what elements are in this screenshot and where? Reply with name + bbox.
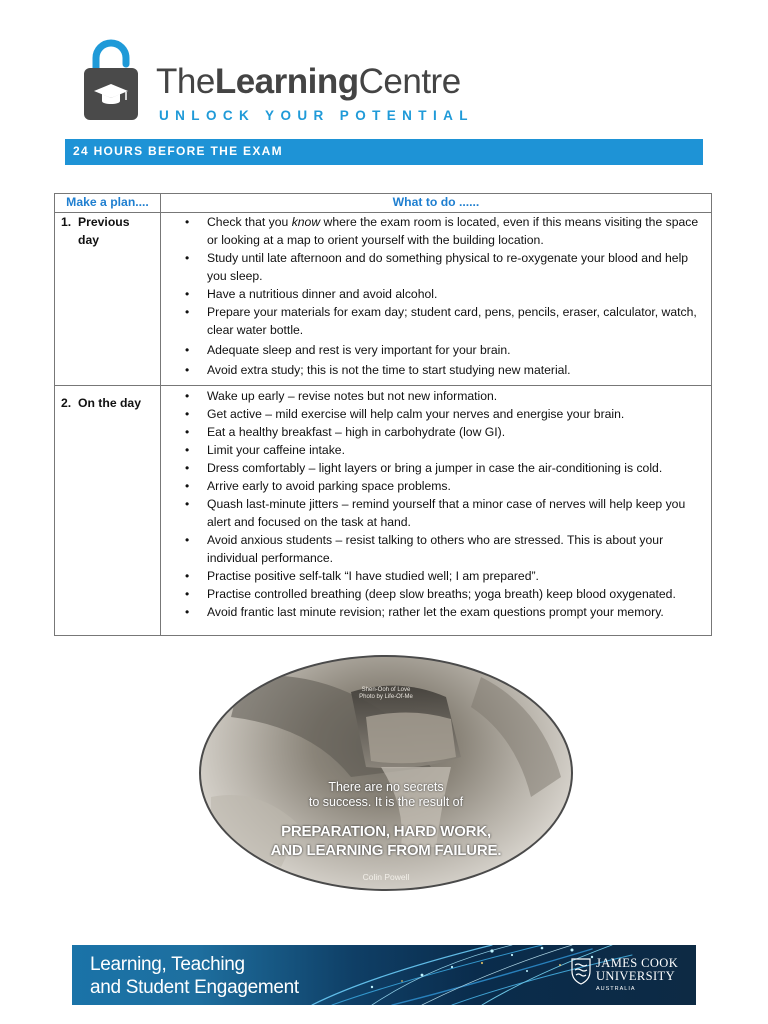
list-item: • Adequate sleep and rest is very important for your brain. [207,341,703,359]
list-item: • Have a nutritious dinner and avoid alcohol. [207,285,703,303]
motivational-quote-image [199,655,573,891]
list-item: • Prepare your materials for exam day; student card, pens, pencils, eraser, calculator, watch, clear water bottle. [207,303,703,339]
list-item: • Wake up early – revise notes but not new information. [207,387,703,405]
quote-intro: There are no secrets to success. It is the result of [308,780,464,809]
list-item: • Quash last-minute jitters – remind yourself that a minor case of nerves will help keep you alert and focused on the task at hand. [207,495,703,531]
previous-day-items [161,213,712,386]
learning-centre-logo [80,36,474,136]
list-item: • Avoid extra study; this is not the time to start studying new material. [207,361,703,379]
list-item: • Practise controlled breathing (deep slow breaths; yoga breath) keep blood oxygenated. [207,585,703,603]
table-header-row [55,194,712,213]
on-the-day-items [161,386,712,636]
quote-author: Colin Powell [362,872,410,882]
exam-plan-table [54,193,712,636]
padlock-graduation-cap-icon [82,38,140,122]
row-label-on-the-day [55,386,161,636]
column-header-plan: Make a plan.... [55,194,161,213]
section-title-banner: 24 HOURS BEFORE THE EXAM [65,139,703,165]
table-row [55,213,712,386]
list-item: • Study until late afternoon and do something physical to re-oxygenate your blood and help you sleep. [207,249,703,285]
footer-title: Learning, Teaching and Student Engagement [90,954,299,998]
column-header-what-to-do: What to do ...... [161,194,712,213]
row-number: 2. [61,396,72,410]
table-row [55,386,712,636]
photo-credit: Shen-Ooh of Love Photo by Life-Of-Me [359,687,413,700]
university-country: AUSTRALIA [596,986,636,992]
brand-name: TheLearningCentre [156,62,461,101]
row-label-previous-day [55,213,161,386]
university-logo [570,955,690,997]
quote-emphasis: PREPARATION, HARD WORK, AND LEARNING FROM FAILURE. [270,823,502,859]
list-item: • Dress comfortably – light layers or bring a jumper in case the air-conditioning is cold. [207,459,703,477]
row-label: On the day [78,396,141,410]
footer-banner [72,945,696,1005]
list-item: • Practise positive self-talk “I have studied well; I am prepared”. [207,567,703,585]
list-item: • Check that you know where the exam room is located, even if this means visiting the space or looking at a map to orient yourself with the building location. [207,213,703,249]
university-name: JAMES COOK UNIVERSITY [596,956,679,983]
list-item: • Limit your caffeine intake. [207,441,703,459]
list-item: • Avoid anxious students – resist talking to others who are stressed. This is about your individual performance. [207,531,703,567]
brand-tagline: UNLOCK YOUR POTENTIAL [159,108,474,123]
university-crest-icon [570,955,592,985]
list-item: • Avoid frantic last minute revision; rather let the exam questions prompt your memory. [207,603,703,621]
list-item: • Eat a healthy breakfast – high in carbohydrate (low GI). [207,423,703,441]
row-label: Previous day [78,215,130,247]
list-item: • Arrive early to avoid parking space problems. [207,477,703,495]
list-item: • Get active – mild exercise will help calm your nerves and energise your brain. [207,405,703,423]
row-number: 1. [61,215,72,229]
